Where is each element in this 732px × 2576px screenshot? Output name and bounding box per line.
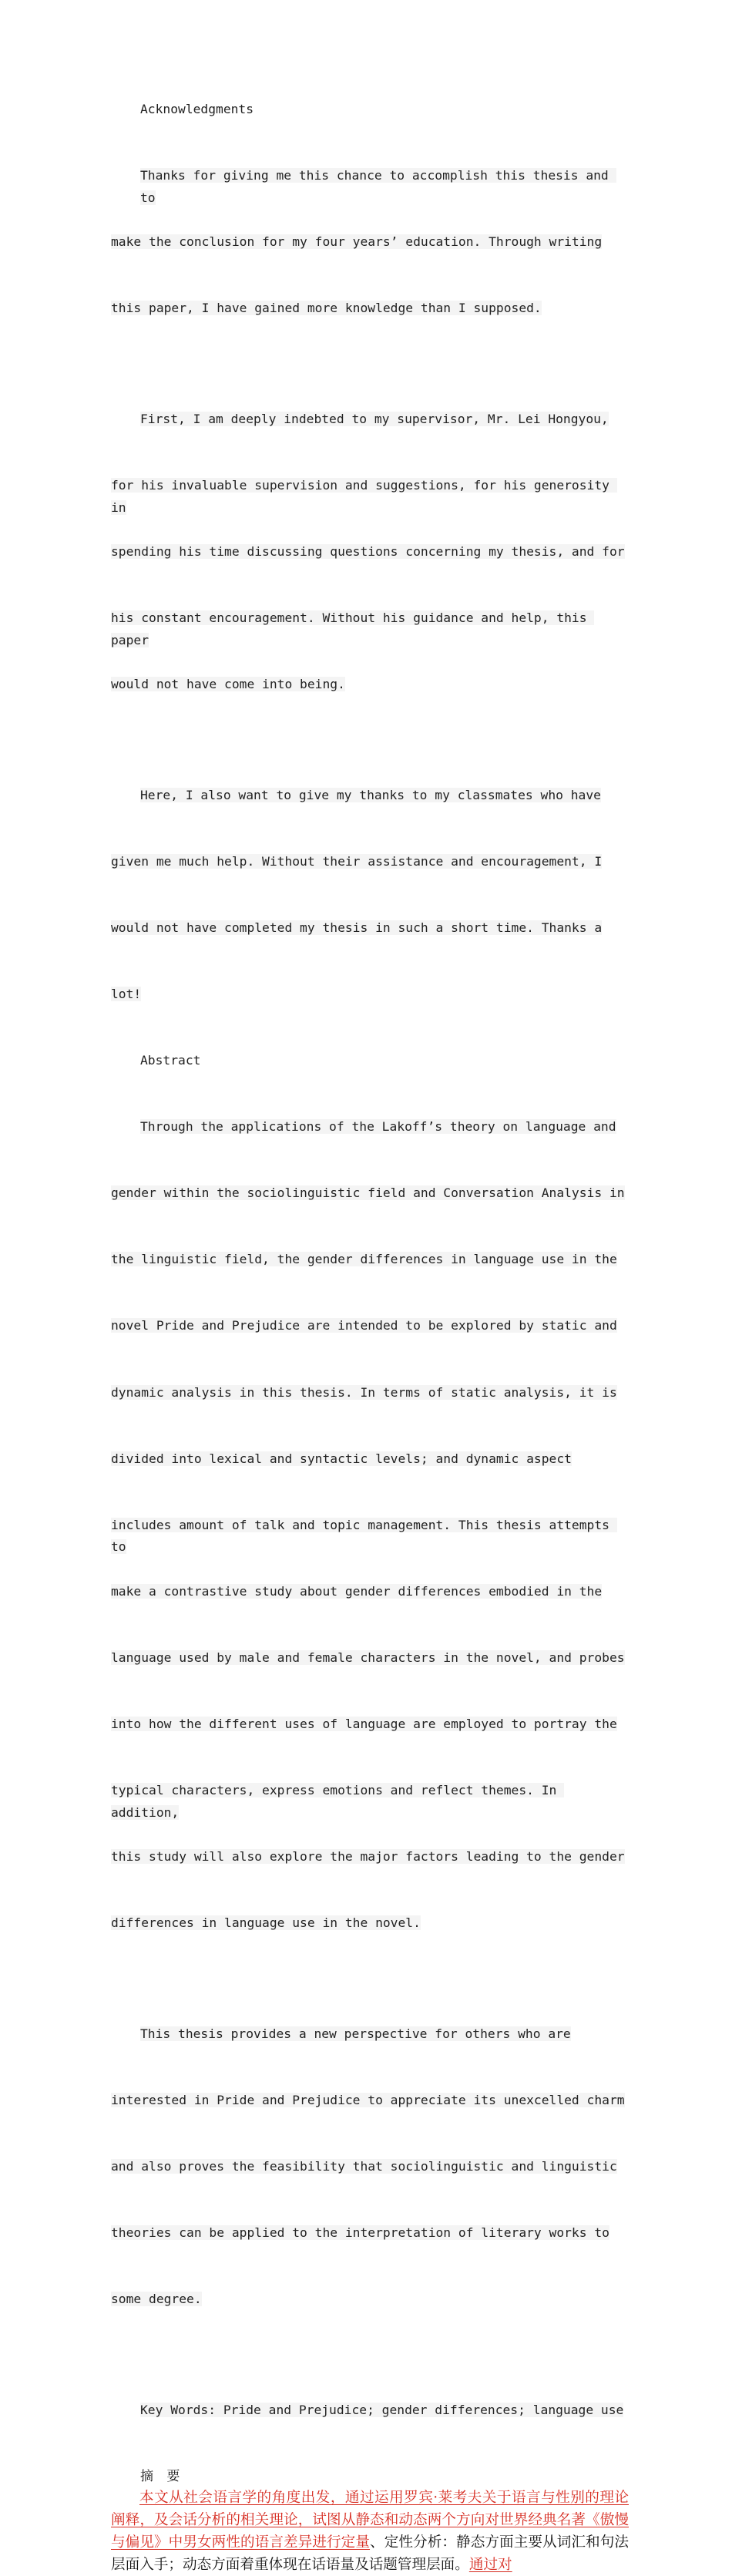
text-line: interested in Pride and Prejudice to appreciate its unexcelled charm	[111, 2092, 625, 2107]
text-line: divided into lexical and syntactic levels; and dynamic aspect	[111, 1451, 572, 1466]
text-line: his constant encouragement. Without his guidance and help, this paper	[111, 610, 595, 647]
text-line: dynamic analysis in this thesis. In terms of static analysis, it is	[111, 1384, 617, 1400]
text-line: would not have come into being.	[111, 677, 345, 692]
text-line: gender within the sociolinguistic field and Conversation Analysis in	[111, 1185, 625, 1201]
chinese-abstract-heading: 摘 要	[140, 2468, 185, 2484]
acknowledgments-heading: Acknowledgments	[140, 102, 254, 116]
abstract-paragraph-2	[111, 1979, 629, 2355]
text-line: Here, I also want to give my thanks to my classmates who have	[140, 787, 601, 802]
text-line: novel Pride and Prejudice are intended to be explored by static and	[111, 1318, 617, 1333]
text-line: spending his time discussing questions concerning my thesis, and for	[111, 543, 625, 559]
text-line: and also proves the feasibility that sociolinguistic and linguistic	[111, 2158, 617, 2174]
acknowledgments-paragraph-1	[111, 121, 629, 365]
text-line: the linguistic field, the gender differences in language use in the	[111, 1252, 617, 1267]
acknowledgments-paragraph-2	[111, 364, 629, 740]
keywords-text: Key Words: Pride and Prejudice; gender differences; language use	[140, 2402, 624, 2417]
text-line: First, I am deeply indebted to my supervisor, Mr. Lei Hongyou,	[140, 411, 609, 426]
chinese-abstract-paragraph	[111, 2487, 629, 2576]
text-line: make a contrastive study about gender differences embodied in the	[111, 1583, 603, 1599]
revised-text-2: 通过对	[468, 2556, 512, 2573]
text-line: for his invaluable supervision and suggestions, for his generosity in	[111, 477, 617, 515]
text-line: theories can be applied to the interpretation of literary works to	[111, 2225, 609, 2241]
text-line: typical characters, express emotions and reflect themes. In addition,	[111, 1783, 565, 1820]
page-content	[111, 99, 629, 2576]
text-line: lot!	[111, 986, 142, 1001]
text-line: this paper, I have gained more knowledge than I supposed.	[111, 301, 542, 316]
text-line: make the conclusion for my four years’ education. Through writing	[111, 234, 603, 250]
abstract-heading: Abstract	[140, 1053, 201, 1068]
chinese-body-text: 、定性分析：静态方面主要从词汇和句法层面入手；动态方面着重体现在话语量及话题管理层面。	[111, 2534, 629, 2573]
text-line: into how the different uses of language are employed to portray the	[111, 1716, 617, 1731]
abstract-paragraph-1	[111, 1072, 629, 1979]
revised-text-1: 本文从社会语言学的角度出发，通过运用罗宾·莱考夫关于语言与性别的理论阐释，及会话分析的相关理论，试图从静态和动态两个方向对世界经典名著《傲慢与偏见》中男女两性的语言差异进行定量	[111, 2490, 629, 2551]
text-line: This thesis provides a new perspective for others who are	[140, 2026, 571, 2041]
text-line: Through the applications of the Lakoff’s theory on language and	[140, 1119, 616, 1135]
text-line: includes amount of talk and topic management. This thesis attempts to	[111, 1517, 617, 1555]
text-line: language used by male and female characters in the novel, and probes	[111, 1650, 625, 1665]
acknowledgments-paragraph-3	[111, 740, 629, 1050]
text-line: this study will also explore the major factors leading to the gender	[111, 1849, 625, 1865]
text-line: some degree.	[111, 2292, 202, 2307]
text-line: would not have completed my thesis in such a short time. Thanks a	[111, 920, 603, 935]
text-line: differences in language use in the novel.	[111, 1915, 421, 1931]
text-line: Thanks for giving me this chance to accomplish this thesis and to	[140, 168, 616, 205]
keywords-line	[111, 2355, 629, 2466]
text-line: given me much help. Without their assistance and encouragement, I	[111, 853, 603, 869]
